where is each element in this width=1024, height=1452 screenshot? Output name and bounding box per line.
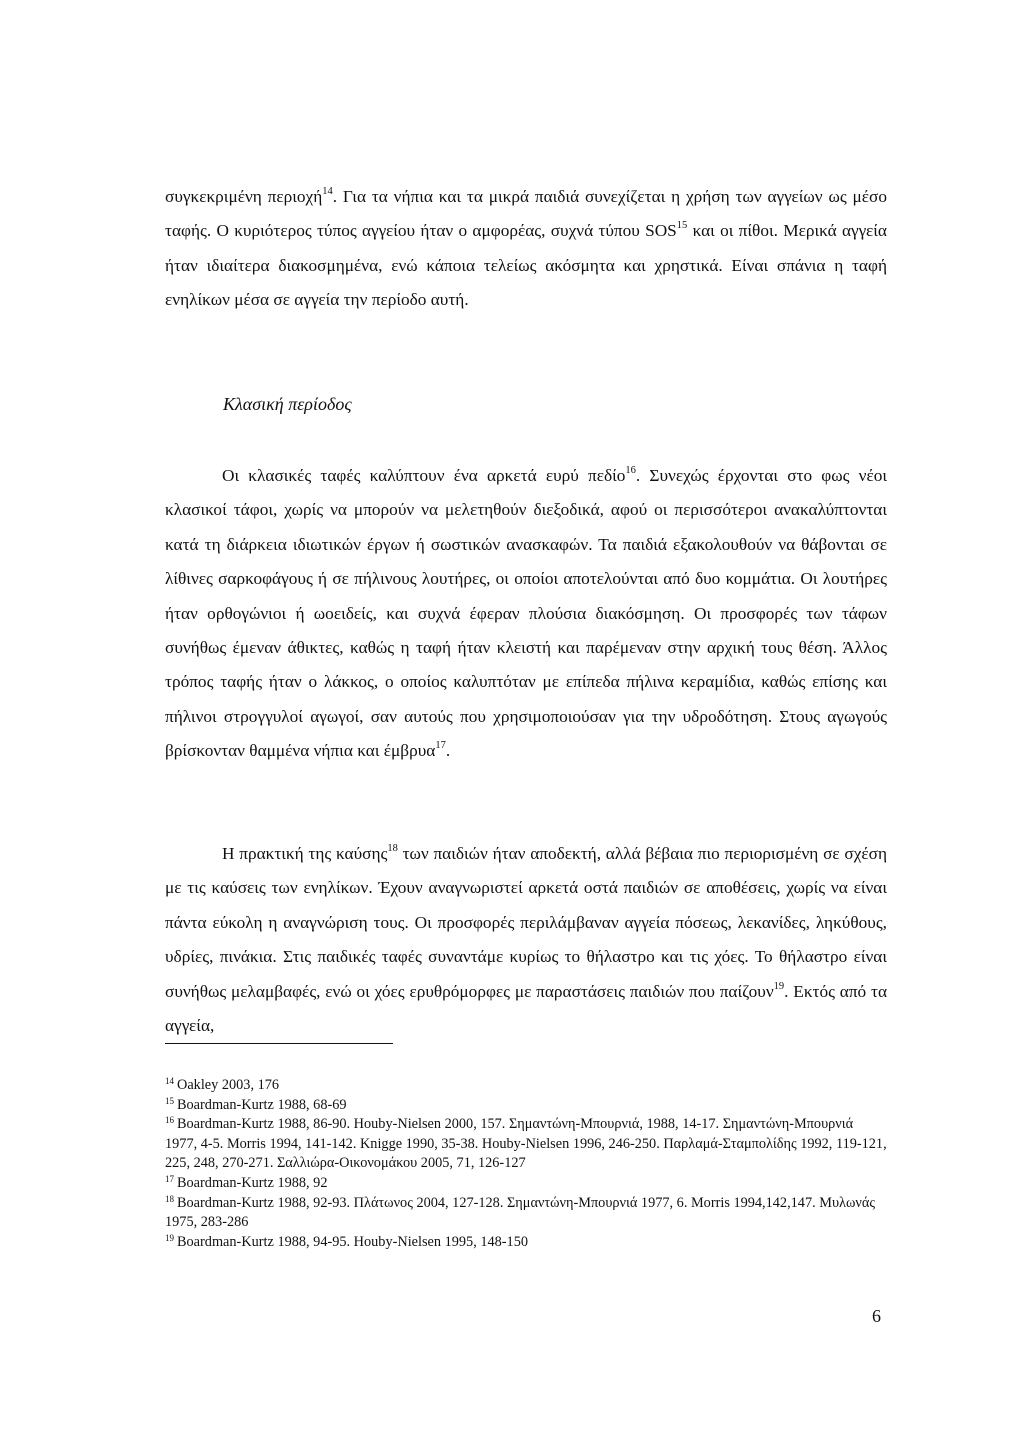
footnote-separator xyxy=(165,1043,393,1044)
footnote-17 xyxy=(165,1174,887,1194)
footnote-14 xyxy=(165,1076,887,1096)
footnote-text: Oakley 2003, 176 xyxy=(177,1077,280,1093)
text-run: και οι πίθοι. Μερικά αγγεία ήταν ιδιαίτερα διακοσμημένα, ενώ κάποια τελείως ακόσμητα και χρηστικά. Είναι σπάνια η ταφή ενηλίκων μέσα σε αγγεία την περίοδο αυτή. xyxy=(165,221,887,310)
footnote-15 xyxy=(165,1096,887,1116)
paragraph-3 xyxy=(165,837,887,1043)
footnote-18 xyxy=(165,1194,887,1233)
text-run: . Εκτός από τα αγγεία, xyxy=(165,981,887,1036)
text-run: . xyxy=(445,741,451,761)
page-number: 6 xyxy=(872,1306,881,1326)
footnote-ref: 19 xyxy=(773,980,785,992)
footnote-19 xyxy=(165,1233,887,1253)
footnote-number: 14 xyxy=(165,1076,174,1086)
footnote-number: 19 xyxy=(165,1232,174,1243)
text-run: των παιδιών ήταν αποδεκτή, αλλά βέβαια πιο περιορισμένη σε σχέση με τις καύσεις των ενηλίκων. Έχουν αναγνωριστεί αρκετά οστά παιδιών σε αποθέσεις, χωρίς να είναι πάντα εύκολη η αναγνώριση τους. Οι προσφορές περιλάμβαναν αγγεία πόσεως, λεκανίδες, ληκύθους, υδρίες, πινάκια. Στις παιδικές ταφές συναντάμε κυρίως το θήλαστρο και τις χόες. Το θήλαστρο είναι συνήθως μελαμβαφές, ενώ οι χόες ερυθρόμορφες με παραστάσεις παιδιών που παίζουν xyxy=(165,844,887,1001)
footnote-text: Boardman-Kurtz 1988, 68-69 xyxy=(177,1096,347,1113)
footnote-ref: 16 xyxy=(625,465,636,476)
footnote-ref: 15 xyxy=(676,220,688,232)
text-run: Η πρακτική της καύσης xyxy=(222,844,388,863)
section-heading: Κλασική περίοδος xyxy=(223,394,352,414)
footnote-text: Boardman-Kurtz 1988, 86-90. Houby-Nielsen 2000, 157. Σημαντώνη-Μπουρνιά, 1988, 14-17. Σημαντώνη-Μπουρνιά 1977, 4-5. Morris 1994, 141-142. Knigge 1990, 35-38. Houby-Nielsen 1996, 246-250. Παρλαμά-Σταμπολίδης 1992, 119-121, 225, 248, 270-271. Σαλλιώρα-Οικονομάκου 2005, 71, 126-127 xyxy=(165,1116,887,1172)
paragraph-1 xyxy=(165,180,887,318)
footnotes xyxy=(165,1076,887,1252)
footnote-ref: 17 xyxy=(435,740,446,752)
footnote-number: 17 xyxy=(165,1173,174,1184)
footnote-text: Boardman-Kurtz 1988, 92-93. Πλάτωνος 2004, 127-128. Σημαντώνη-Μπουρνιά 1977, 6. Morris 1994,142,147. Μυλωνάς 1975, 283-286 xyxy=(165,1194,875,1231)
footnote-number: 18 xyxy=(165,1193,174,1204)
footnote-16 xyxy=(165,1115,887,1174)
footnote-number: 15 xyxy=(165,1095,174,1106)
text-run: Οι κλασικές ταφές καλύπτουν ένα αρκετά ευρύ πεδίο xyxy=(222,466,626,485)
footnote-text: Boardman-Kurtz 1988, 94-95. Houby-Nielsen 1995, 148-150 xyxy=(177,1233,529,1250)
footnote-text: Boardman-Kurtz 1988, 92 xyxy=(177,1174,328,1191)
paragraph-2 xyxy=(165,459,887,769)
footnote-ref: 14 xyxy=(322,186,333,197)
text-run: . Συνεχώς έρχονται στο φως νέοι κλασικοί τάφοι, χωρίς να μπορούν να μελετηθούν διεξοδικά, αφού οι περισσότεροι ανακαλύπτονται κατά τη διάρκεια ιδιωτικών έργων ή σωστικών ανασκαφών. Τα παιδιά εξακολουθούν να θάβονται σε λίθινες σαρκοφάγους ή σε πήλινους λουτήρες, οι οποίοι αποτελούνται από δυο κομμάτια. Οι λουτήρες ήταν ορθογώνιοι ή ωοειδείς, και συχνά έφεραν πλούσια διακόσμηση. Οι προσφορές των τάφων συνήθως έμεναν άθικτες, καθώς η ταφή ήταν κλειστή και παρέμεναν στην αρχική τους θέση. Άλλος τρόπος ταφής ήταν ο λάκκος, ο οποίος καλυπτόταν με επίπεδα πήλινα κεραμίδια, καθώς επίσης και πήλινοι στρογγυλοί αγωγοί, σαν αυτούς που χρησιμοποιούσαν για την υδροδότηση. Στους αγωγούς βρίσκονταν θαμμένα νήπια και έμβρυα xyxy=(165,466,887,761)
text-run: . Για τα νήπια και τα μικρά παιδιά συνεχίζεται η χρήση των αγγείων ως μέσο ταφής. Ο κυριότερος τύπος αγγείου ήταν ο αμφορέας, συχνά τύπου SOS xyxy=(165,187,887,241)
footnote-number: 16 xyxy=(165,1115,174,1126)
footnote-ref: 18 xyxy=(387,843,398,854)
text-run: συγκεκριμένη περιοχή xyxy=(165,187,323,206)
